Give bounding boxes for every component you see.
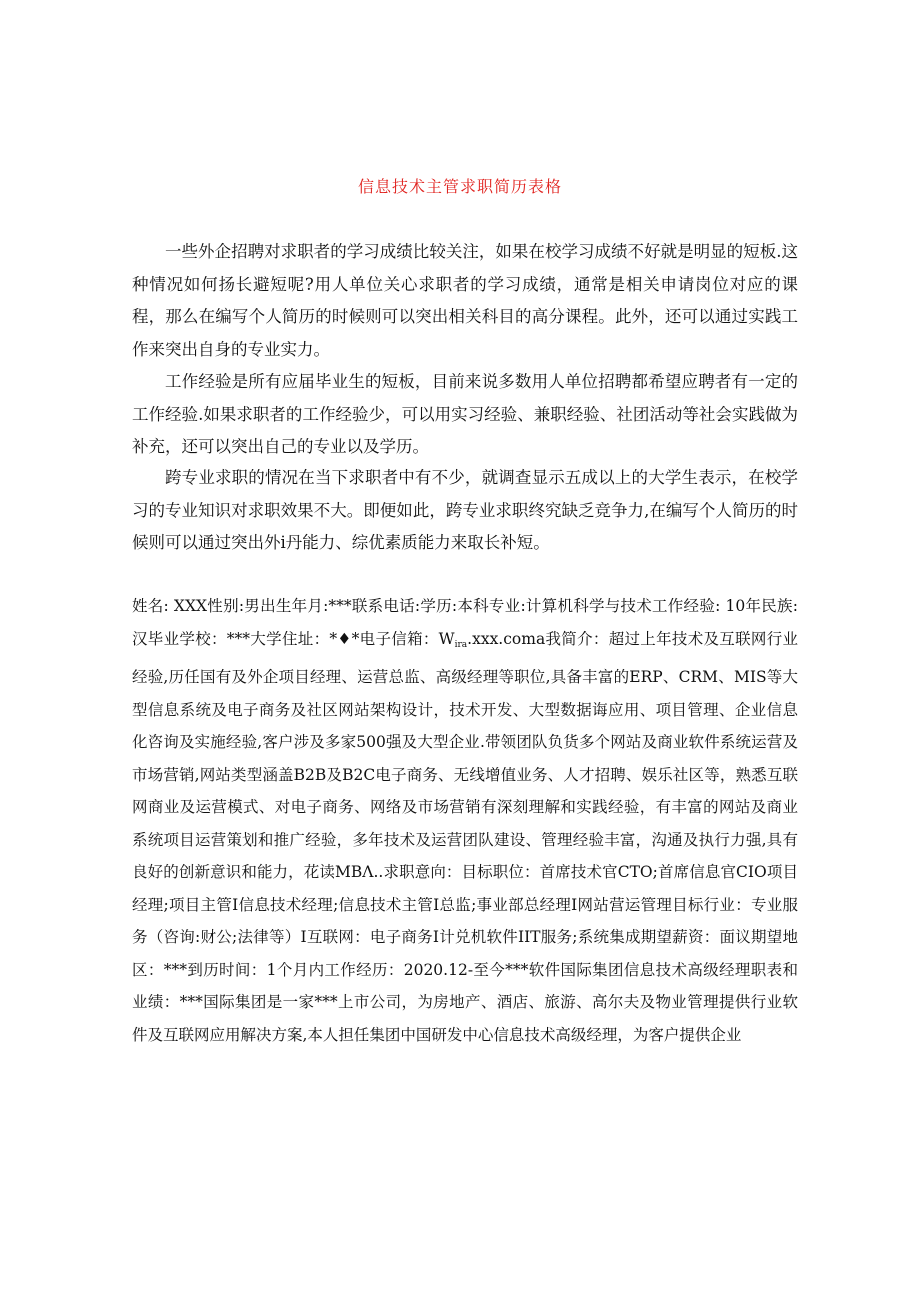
resume-body — [132, 590, 798, 1051]
page-title: 信息技术主管求职简历表格 — [357, 177, 562, 196]
resume-text-start: 姓名: XXX性别:男出生年月:***联系电话:学历:本科专业:计算机科学与技术工作经验: 10年民族:汉毕业学校：***大学住址：*♦*电子信箱：W — [132, 597, 798, 648]
intro-paragraph: 一些外企招聘对求职者的学习成绩比较关注，如果在校学习成绩不好就是明显的短板.这种情况如何扬长避短呢?用人单位关心求职者的学习成绩，通常是相关申请岗位对应的课程，那么在编写个人简历的时候则可以突出相关科目的高分课程。此外，还可以通过实践工作来突出自身的专业实力。 — [132, 242, 798, 359]
cross-major-paragraph: 跨专业求职的情况在当下求职者中有不少，就调查显示五成以上的大学生表示，在校学习的专业知识对求职效果不大。即便如此，跨专业求职终究缺乏竞争力,在编写个人简历的时候则可以通过突出外i丹能力、综优素质能力来取长补短。 — [132, 468, 798, 552]
email-subscript: ira — [454, 639, 468, 650]
resume-text-rest: .xxx.coma我简介：超过上年技术及互联网行业经验,历任国有及外企项目经理、运营总监、高级经理等职位,具备丰富的ERP、CRM、MIS等大型信息系统及电子商务及社区网站架构设计，技术开发、大型数据诲应用、项目管理、企业信息化咨询及实施经验,客户涉及多家500强及大型企业.带领团队负货多个网站及商业软件系统运营及市场营销,网站类型涵盖B2B及B2C电子商务、无线增值业务、人才招聘、娱乐社区等，熟悉互联网商业及运营模式、对电子商务、网络及市场营销有深刻理解和实践经验，有丰富的网站及商业系统项目运营策划和推广经验，多年技术及运营团队建设、管理经验丰富，沟通及执行力强,具有良好的创新意识和能力，花读MBΛ..求职意向：目标职位：首席技术官CTO;首席信息官CIO项目经理;项目主管I信息技术经理;信息技术主管I总监;事业部总经理I网站营运管理目标行业：专业服务（咨询:财公;法律等）I互联网：电子商务I计兑机软件IIT服务;系统集成期望薪资：面议期望地区：***到历时间：1个月内工作经历：2020.12-至今***软件国际集团信息技术高级经理职表和业绩：***国际集团是一家***上市公司，为房地产、酒店、旅游、高尔夫及物业管理提供行业软件及互联网应用解决方案,本人担任集团中国研发中心信息技术高级经理，为客户提供企业 — [132, 629, 799, 1044]
work-experience-paragraph: 工作经验是所有应届毕业生的短板，目前来说多数用人单位招聘都希望应聘者有一定的工作经验.如果求职者的工作经验少，可以用实习经验、兼职经验、社团活动等社会实践做为补充，还可以突出自己的专业以及学历。 — [132, 372, 798, 456]
